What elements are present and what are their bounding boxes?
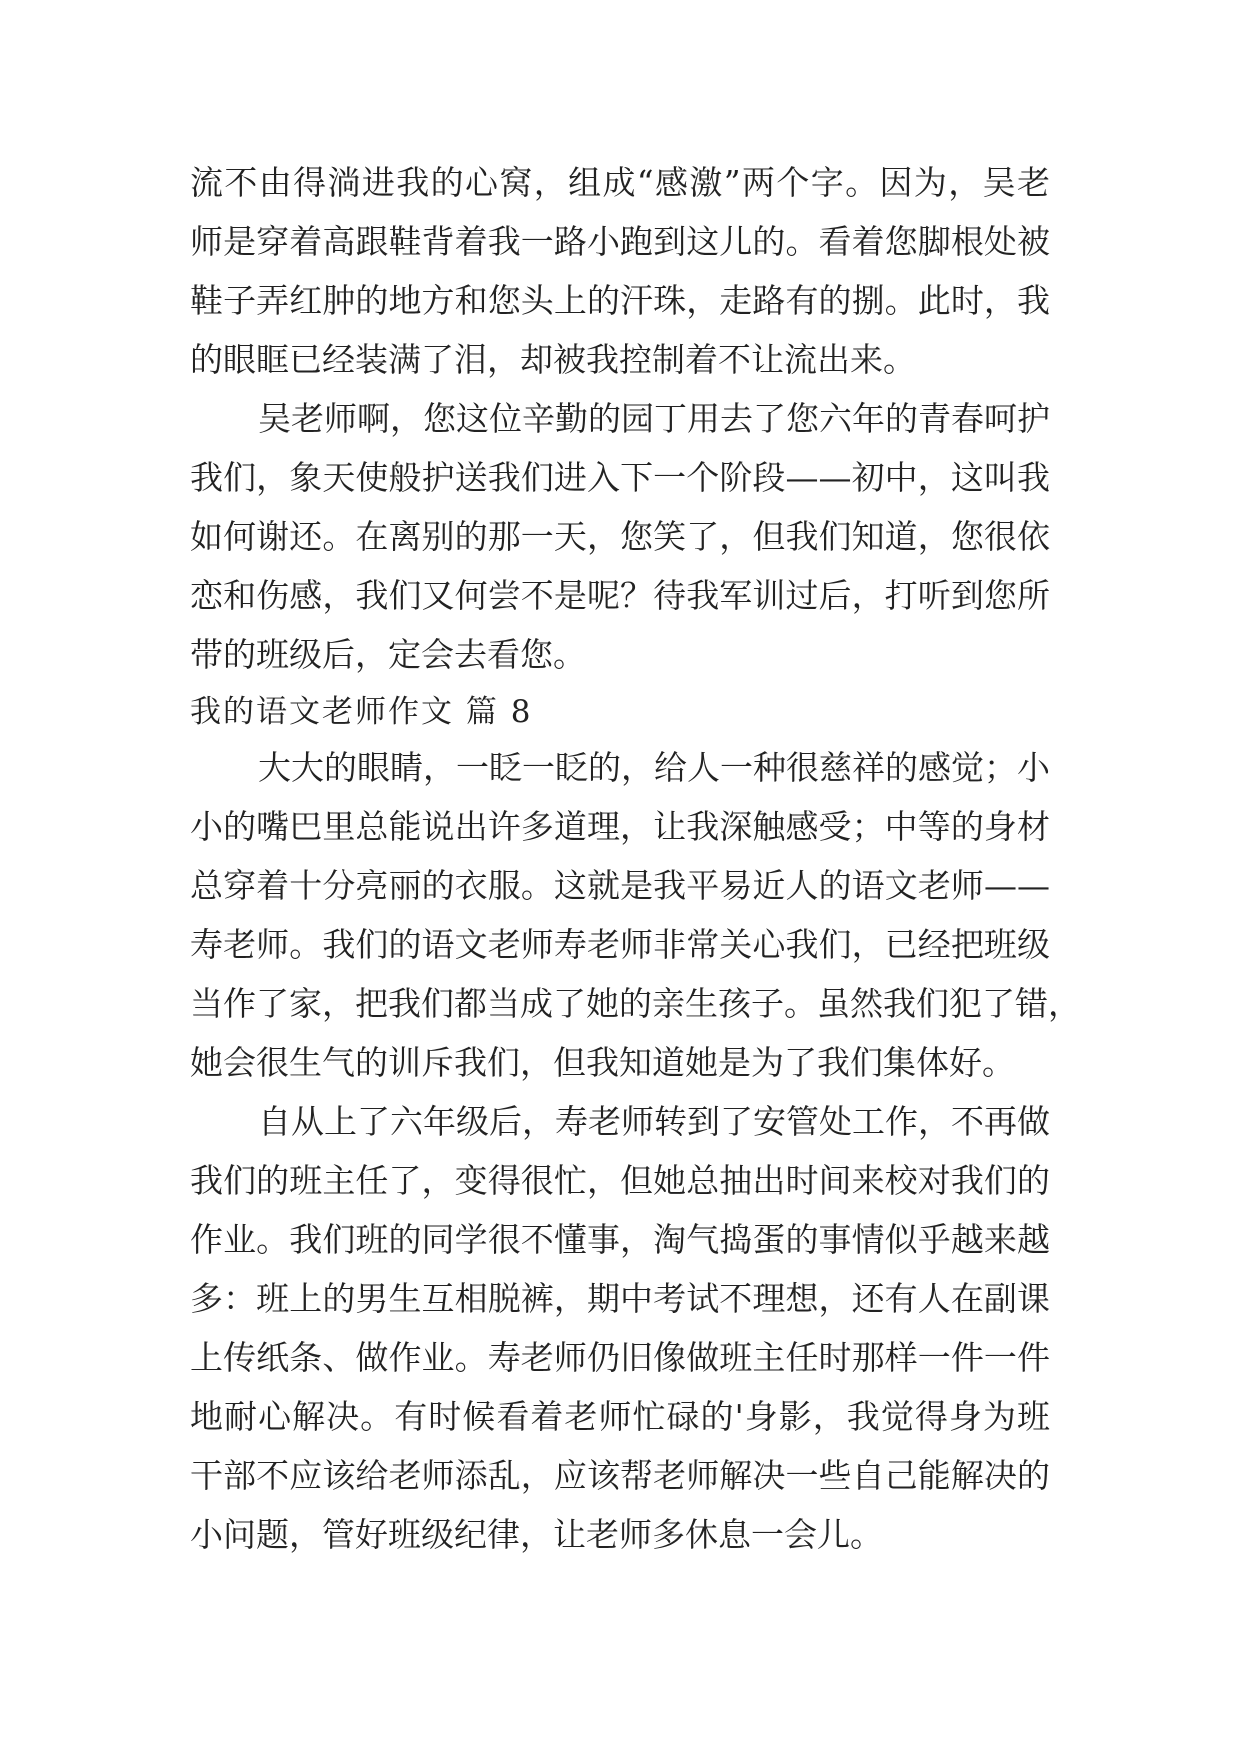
text-line: 地耐心解决。有时候看着老师忙碌的'身影，我觉得身为班	[190, 1397, 1050, 1436]
text-line: 小问题，管好班级纪律，让老师多休息一会儿。	[190, 1515, 883, 1554]
text-line: 流不由得淌进我的心窝，组成“感激”两个字。因为，吴老	[190, 163, 1050, 202]
text-line: 我们，象天使般护送我们进入下一个阶段——初中，这叫我	[190, 458, 1050, 497]
text-line: 寿老师。我们的语文老师寿老师非常关心我们，已经把班级	[190, 925, 1050, 964]
text-line: 吴老师啊，您这位辛勤的园丁用去了您六年的青春呵护	[258, 399, 1050, 438]
text-line: 总穿着十分亮丽的衣服。这就是我平易近人的语文老师——	[190, 866, 1050, 905]
text-line: 多：班上的男生互相脱裤，期中考试不理想，还有人在副课	[190, 1279, 1050, 1318]
text-line: 如何谢还。在离别的那一天，您笑了，但我们知道，您很依	[190, 517, 1050, 556]
section-title: 我的语文老师作文 篇 8	[190, 694, 533, 730]
text-line: 恋和伤感，我们又何尝不是呢？待我军训过后，打听到您所	[190, 576, 1050, 615]
text-line: 大大的眼睛，一眨一眨的，给人一种很慈祥的感觉；小	[258, 748, 1050, 787]
text-line: 师是穿着高跟鞋背着我一路小跑到这儿的。看着您脚根处被	[190, 222, 1050, 261]
text-line: 她会很生气的训斥我们，但我知道她是为了我们集体好。	[190, 1043, 1015, 1082]
text-line: 自从上了六年级后，寿老师转到了安管处工作，不再做	[258, 1102, 1050, 1141]
text-line: 我们的班主任了，变得很忙，但她总抽出时间来校对我们的	[190, 1161, 1050, 1200]
text-line: 作业。我们班的同学很不懂事，淘气捣蛋的事情似乎越来越	[190, 1220, 1050, 1259]
text-line: 上传纸条、做作业。寿老师仍旧像做班主任时那样一件一件	[190, 1338, 1050, 1377]
text-line: 的眼眶已经装满了泪，却被我控制着不让流出来。	[190, 340, 916, 379]
text-line: 当作了家，把我们都当成了她的亲生孩子。虽然我们犯了错，	[190, 984, 1081, 1023]
text-line: 干部不应该给老师添乱，应该帮老师解决一些自己能解决的	[190, 1456, 1050, 1495]
text-line: 小的嘴巴里总能说出许多道理，让我深触感受；中等的身材	[190, 807, 1050, 846]
text-line: 带的班级后，定会去看您。	[190, 635, 586, 674]
text-line: 鞋子弄红肿的地方和您头上的汗珠，走路有的捌。此时，我	[190, 281, 1050, 320]
